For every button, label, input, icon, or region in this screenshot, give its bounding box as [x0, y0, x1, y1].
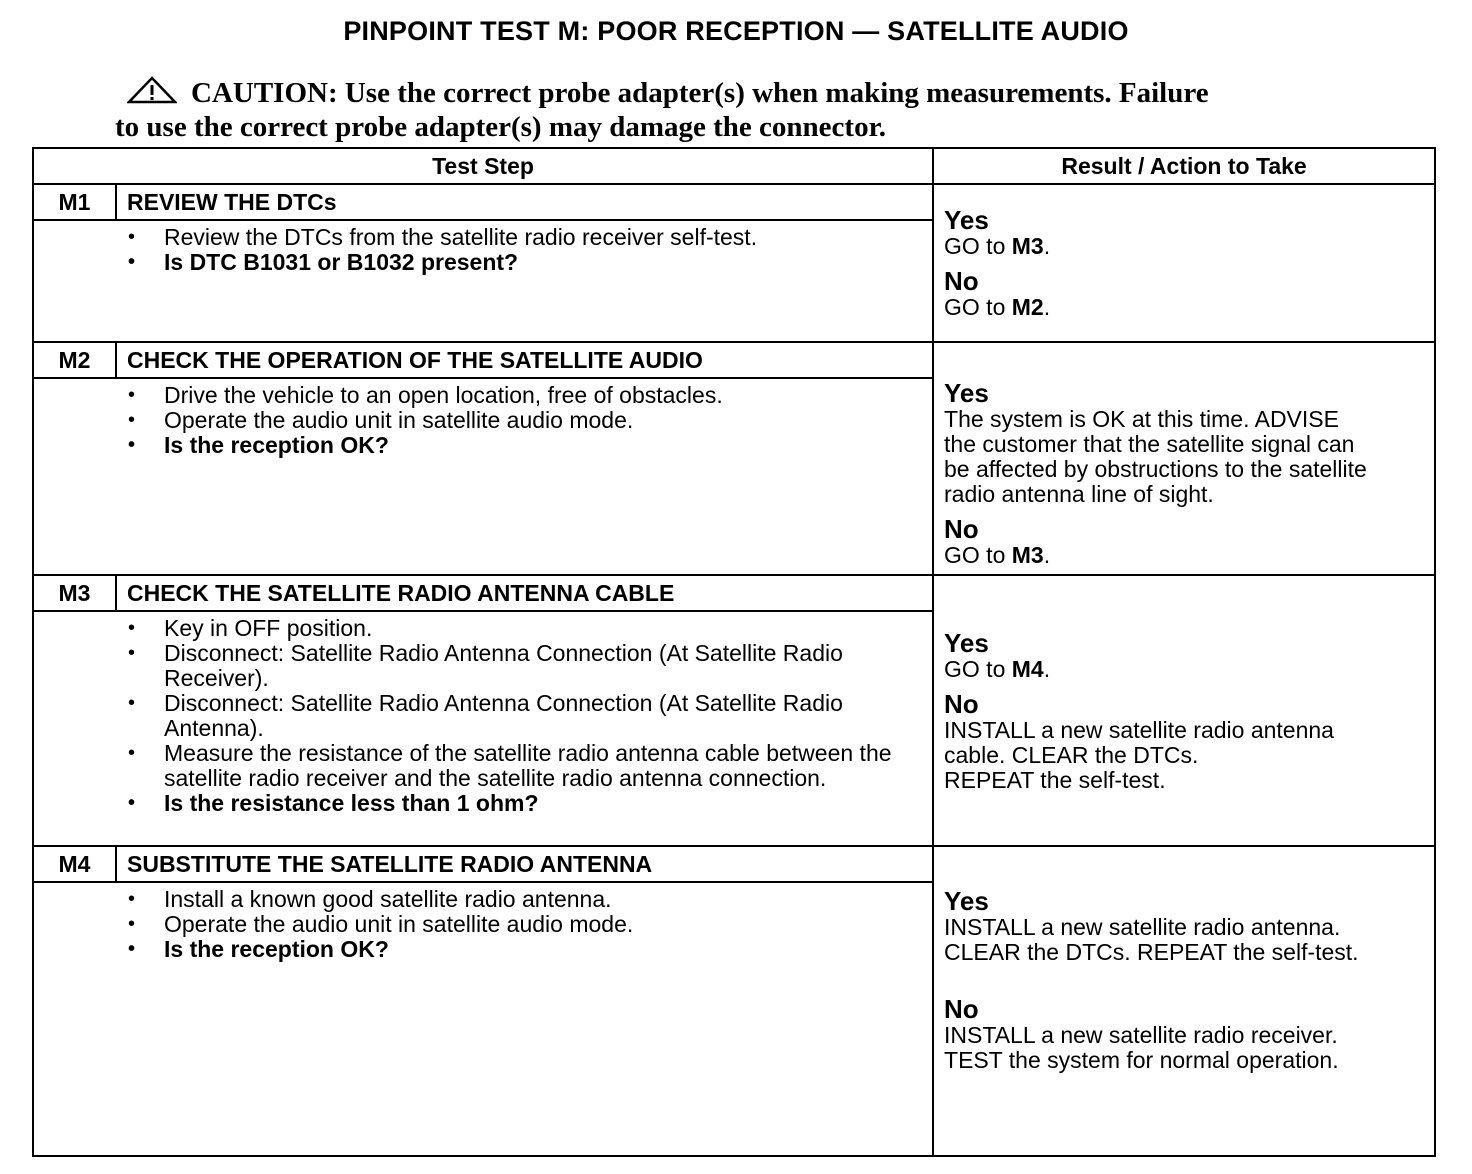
no-action: GO to M3. [944, 542, 1051, 568]
step-title-row-m2 [33, 342, 1435, 378]
no-action-line: INSTALL a new satellite radio antenna [944, 716, 1334, 743]
caution-text-1: CAUTION: Use the correct probe adapter(s) when making measurements. Failure [191, 77, 1209, 109]
yes-label: Yes [944, 886, 989, 916]
result-cell-m3 [933, 575, 1435, 846]
no-action-line: REPEAT the self-test. [944, 766, 1166, 793]
result-cell-m2 [933, 342, 1435, 575]
no-label: No [944, 994, 979, 1024]
yes-action-line: The system is OK at this time. ADVISE [944, 406, 1339, 432]
no-action-line: INSTALL a new satellite radio receiver. [944, 1022, 1338, 1048]
step-ref-link: M3 [1011, 233, 1044, 259]
step-title-row-m1 [33, 184, 1435, 220]
list-item: • Is DTC B1031 or B1032 present? [164, 250, 932, 275]
list-item: • Drive the vehicle to an open location, free of obstacles. [164, 383, 932, 408]
list-item: • Disconnect: Satellite Radio Antenna Connection (At Satellite Radio Receiver). [164, 641, 932, 691]
step-ref-link: M4 [1011, 655, 1044, 682]
yes-label: Yes [944, 627, 989, 658]
pinpoint-test-table [32, 147, 1436, 1157]
step-title: CHECK THE OPERATION OF THE SATELLITE AUDIO [116, 342, 933, 378]
step-title: CHECK THE SATELLITE RADIO ANTENNA CABLE [116, 575, 933, 611]
list-item: • Operate the audio unit in satellite audio mode. [164, 912, 932, 937]
step-id: M3 [33, 575, 116, 611]
step-bullets [116, 225, 932, 275]
header-result-action: Result / Action to Take [933, 148, 1435, 184]
no-action-line: TEST the system for normal operation. [944, 1047, 1339, 1073]
header-test-step: Test Step [33, 148, 933, 184]
no-label: No [944, 514, 979, 544]
caution-text-2: to use the correct probe adapter(s) may damage the connector. [115, 111, 887, 143]
no-action-line: cable. CLEAR the DTCs. [944, 741, 1199, 768]
step-title: SUBSTITUTE THE SATELLITE RADIO ANTENNA [116, 846, 933, 882]
yes-action: GO to M4. [944, 655, 1051, 682]
step-ref-link: M2 [1011, 294, 1044, 320]
page-title: PINPOINT TEST M: POOR RECEPTION — SATELLITE AUDIO [343, 16, 1129, 46]
caution-line-1 [115, 76, 1335, 111]
list-item: • Key in OFF position. [164, 616, 932, 641]
step-bullets [116, 616, 932, 816]
list-item: • Review the DTCs from the satellite radio receiver self-test. [164, 225, 932, 250]
list-item: • Is the reception OK? [164, 937, 932, 962]
warning-triangle-icon [127, 76, 177, 111]
list-item: • Operate the audio unit in satellite audio mode. [164, 408, 932, 433]
step-body [116, 882, 933, 1156]
result-cell-m4 [933, 846, 1435, 1156]
list-item: • Install a known good satellite radio antenna. [164, 887, 932, 912]
step-body [116, 378, 933, 575]
caution-notice [115, 76, 1335, 143]
list-item: • Is the resistance less than 1 ohm? [164, 791, 932, 816]
step-id: M2 [33, 342, 116, 378]
step-title-row-m3 [33, 575, 1435, 611]
yes-label: Yes [944, 378, 989, 408]
yes-label: Yes [944, 205, 989, 235]
step-body [116, 220, 933, 342]
list-item: • Disconnect: Satellite Radio Antenna Connection (At Satellite Radio Antenna). [164, 691, 932, 741]
step-id: M4 [33, 846, 116, 882]
step-id: M1 [33, 184, 116, 220]
yes-action-line: radio antenna line of sight. [944, 481, 1214, 507]
step-body [116, 611, 933, 846]
list-item: • Measure the resistance of the satellite radio antenna cable between the satellite radio receiver and the satellite radio antenna connection. [164, 741, 932, 791]
list-item: • Is the reception OK? [164, 433, 932, 458]
step-title: REVIEW THE DTCs [116, 184, 933, 220]
yes-action: GO to M3. [944, 233, 1051, 259]
step-ref-link: M3 [1011, 542, 1044, 568]
step-bullets [116, 887, 932, 962]
yes-action-line: be affected by obstructions to the satellite [944, 456, 1367, 482]
step-title-row-m4 [33, 846, 1435, 882]
no-action: GO to M2. [944, 294, 1051, 320]
yes-action-line: the customer that the satellite signal can [944, 431, 1355, 457]
step-bullets [116, 383, 932, 458]
table-header-row [33, 148, 1435, 184]
no-label: No [944, 688, 979, 719]
yes-action-line: INSTALL a new satellite radio antenna. [944, 914, 1341, 940]
yes-action-line: CLEAR the DTCs. REPEAT the self-test. [944, 939, 1359, 965]
no-label: No [944, 266, 979, 296]
result-cell-m1 [933, 184, 1435, 342]
